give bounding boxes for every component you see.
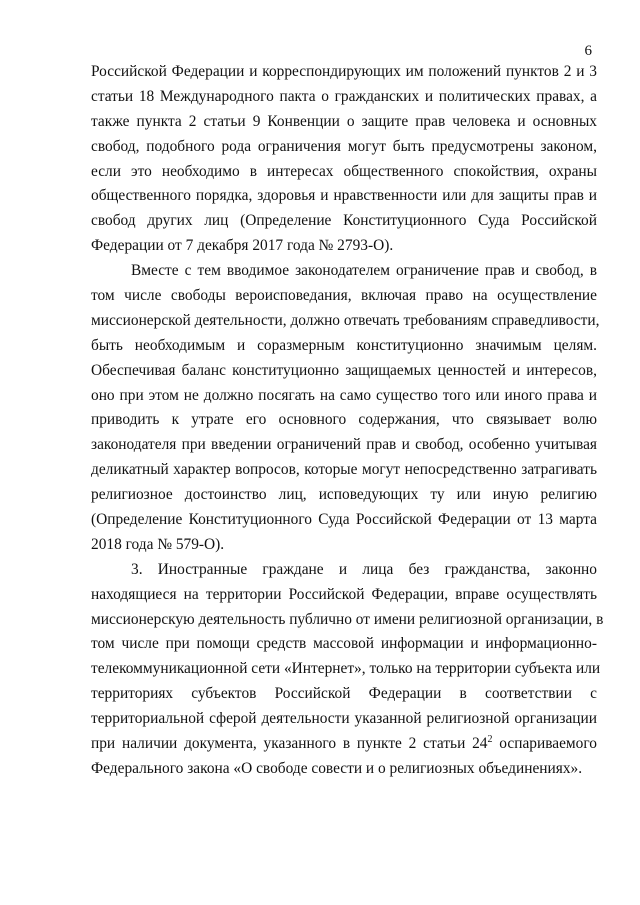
text-line: территориях субъектов Российской Федерации в соответствии с xyxy=(91,685,597,703)
paragraph-3 xyxy=(91,558,604,782)
text-line: свобод других лиц (Определение Конституционного Суда Российской xyxy=(91,212,597,230)
text-line: Обеспечивая баланс конституционно защищаемых ценностей и интересов, xyxy=(91,361,597,379)
text-line: статьи 18 Международного пакта о гражданских и политических правах, а xyxy=(91,87,597,105)
text-line: Федерации от 7 декабря 2017 года № 2793-О). xyxy=(91,237,394,255)
text-line: телекоммуникационной сети «Интернет», только на территории субъекта или xyxy=(91,660,601,678)
text-line: находящиеся на территории Российской Федерации, вправе осуществлять xyxy=(91,585,597,603)
text-line: (Определение Конституционного Суда Российской Федерации от 13 марта xyxy=(91,511,597,529)
text-line: миссионерскую деятельность публично от имени религиозной организации, в xyxy=(91,610,604,628)
text-line: религиозное достоинство лиц, исповедующих ту или иную религию xyxy=(91,486,597,504)
text-line: быть необходимым и соразмерным конституционно значимым целям. xyxy=(91,336,597,354)
paragraph-1 xyxy=(91,60,597,259)
text-line: деликатный характер вопросов, которые могут непосредственно затрагивать xyxy=(91,461,597,479)
text-line: общественного порядка, здоровья и нравственности или для защиты прав и xyxy=(91,187,597,205)
text-line: Вместе с тем вводимое законодателем ограничение прав и свобод, в xyxy=(131,262,597,280)
text-line: Российской Федерации и корреспондирующих им положений пунктов 2 и 3 xyxy=(91,63,597,80)
text-line-with-superscript xyxy=(91,732,597,757)
text-line: если это необходимо в интересах общественного спокойствия, охраны xyxy=(91,162,597,180)
text-line: свобод, подобного рода ограничения могут быть предусмотрены законом, xyxy=(91,137,597,155)
text-line: также пункта 2 статьи 9 Конвенции о защите прав человека и основных xyxy=(91,112,597,130)
text-line: территориальной сферой деятельности указанной религиозной организации xyxy=(91,710,597,728)
text-fragment: оспариваемого xyxy=(492,735,597,753)
paragraph-2 xyxy=(91,259,600,558)
document-body xyxy=(91,60,604,782)
text-line: том числе при помощи средств массовой информации и информационно- xyxy=(91,635,597,653)
text-line: законодателя при введении ограничений прав и свобод, особенно учитывая xyxy=(91,436,597,454)
text-line: 2018 года № 579-О). xyxy=(91,535,225,553)
text-line: 3. Иностранные граждане и лица без гражданства, законно xyxy=(131,560,597,578)
text-line: Федерального закона «О свободе совести и о религиозных объединениях». xyxy=(91,759,583,777)
text-line: миссионерской деятельности, должно отвечать требованиям справедливости, xyxy=(91,311,600,329)
page-number: 6 xyxy=(584,43,592,59)
text-fragment: при наличии документа, указанного в пункте 2 статьи 24 xyxy=(91,735,488,753)
superscript: 2 xyxy=(487,734,493,746)
text-line: приводить к утрате его основного содержания, что связывает волю xyxy=(91,411,597,429)
text-line: оно при этом не должно посягать на само существо того или иного права и xyxy=(91,386,597,404)
text-line: том числе свободы вероисповедания, включая право на осуществление xyxy=(91,287,597,305)
